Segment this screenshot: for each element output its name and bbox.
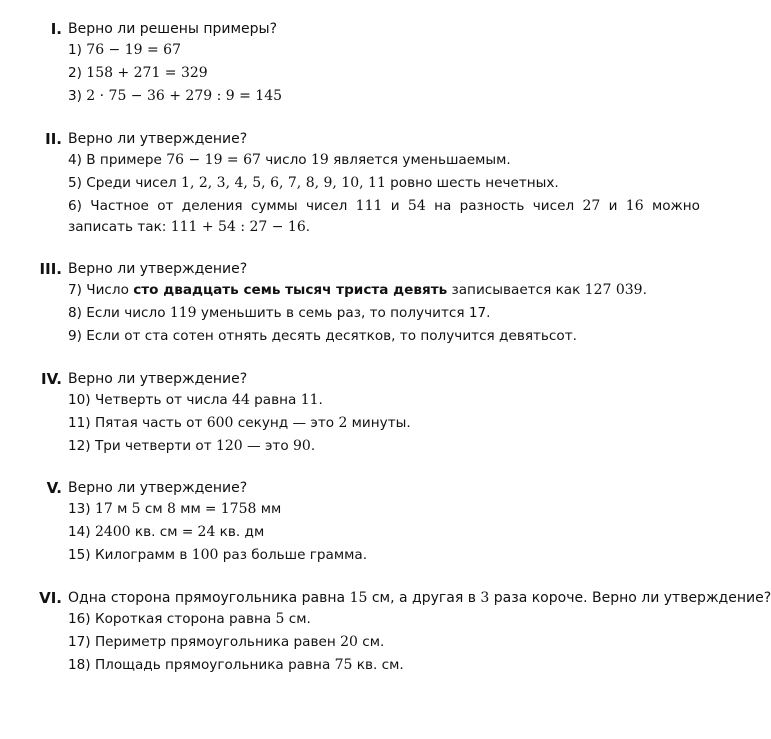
item-text: Периметр прямоугольника равен — [94, 634, 341, 650]
math-number: 119 — [169, 305, 197, 321]
list-item — [68, 173, 708, 194]
math-number: 120 — [215, 438, 243, 454]
item-text: является уменьшаемым. — [328, 152, 511, 168]
math-number: 24 — [197, 524, 216, 540]
item-list — [68, 40, 708, 109]
item-text: В примере — [86, 152, 167, 168]
list-item — [68, 86, 708, 107]
section-title: Верно ли утверждение? — [68, 480, 248, 496]
math-number: 16 — [625, 198, 644, 214]
item-number: 3) — [68, 88, 82, 104]
item-number: 6) — [68, 198, 82, 214]
item-number: 7) — [68, 282, 82, 298]
item-list — [68, 499, 708, 568]
title-text: Одна сторона прямоугольника равна — [68, 590, 350, 606]
item-number: 10) — [68, 392, 91, 408]
list-item — [68, 609, 708, 630]
bold-text: сто двадцать семь тысяч триста девять — [133, 282, 448, 298]
math-number: 17 — [94, 501, 113, 517]
math-number: 2 — [338, 415, 348, 431]
math-expression: 158 + 271 = 329 — [86, 65, 208, 81]
item-text: — это — [242, 438, 293, 454]
list-item — [68, 436, 708, 457]
item-text: Среди чисел — [86, 175, 182, 191]
math-number: 5 — [131, 501, 141, 517]
math-number: 54 — [407, 198, 426, 214]
section-number: V. — [46, 479, 62, 497]
item-text: записывается как — [447, 282, 585, 298]
item-text: . — [310, 438, 316, 454]
item-number: 1) — [68, 42, 82, 58]
item-text: см. — [284, 611, 311, 627]
math-number: 11 — [300, 392, 319, 408]
section-heading — [0, 477, 740, 499]
math-expression: 76 − 19 = 67 — [166, 152, 261, 168]
section-title: Верно ли утверждение? — [68, 131, 248, 147]
item-text: Короткая сторона равна — [94, 611, 276, 627]
list-item — [68, 632, 708, 653]
math-number: 75 — [334, 657, 353, 673]
item-text: Пятая часть от — [94, 415, 207, 431]
list-item — [68, 499, 708, 520]
math-expression: 2 · 75 − 36 + 279 : 9 = 145 — [86, 88, 283, 104]
section-heading — [0, 128, 740, 150]
item-number: 9) — [68, 328, 82, 344]
list-item — [68, 390, 708, 411]
math-number: 127 039 — [584, 282, 643, 298]
list-item — [68, 326, 708, 347]
math-number: 27 — [582, 198, 601, 214]
math-number: 111 — [355, 198, 383, 214]
item-number: 5) — [68, 175, 82, 191]
item-text: . — [305, 219, 311, 235]
item-number: 14) — [68, 524, 91, 540]
section-title: Верно ли утверждение? — [68, 261, 248, 277]
math-number: 1758 — [220, 501, 257, 517]
item-list — [68, 280, 708, 349]
list-item — [68, 150, 708, 171]
section-number: II. — [45, 130, 62, 148]
section-number: III. — [39, 260, 62, 278]
item-list — [68, 609, 708, 678]
item-number: 15) — [68, 547, 91, 563]
list-item — [68, 303, 708, 324]
math-expression: 111 + 54 : 27 − 16 — [170, 219, 306, 235]
item-text: равна — [249, 392, 301, 408]
list-item — [68, 280, 708, 301]
section-heading — [0, 258, 740, 280]
list-item — [68, 655, 708, 676]
title-text: см, а другая в — [367, 590, 481, 606]
item-text: ровно шесть нечетных. — [385, 175, 559, 191]
item-number: 2) — [68, 65, 82, 81]
item-list — [68, 390, 708, 459]
list-item — [68, 196, 700, 238]
item-text: Три четверти от — [94, 438, 216, 454]
item-text: м — [112, 501, 132, 517]
math-number: 2400 — [94, 524, 131, 540]
math-expression: 1, 2, 3, 4, 5, 6, 7, 8, 9, 10, 11 — [181, 175, 386, 191]
math-number: 20 — [340, 634, 358, 650]
item-number: 17) — [68, 634, 91, 650]
list-item — [68, 545, 708, 566]
item-list — [68, 150, 708, 240]
item-number: 13) — [68, 501, 91, 517]
section-title — [68, 587, 771, 609]
item-text: см — [140, 501, 167, 517]
item-text: число — [260, 152, 311, 168]
math-number: 5 — [275, 611, 285, 627]
title-text: раза короче. Верно ли утверждение? — [489, 590, 771, 606]
item-number: 11) — [68, 415, 91, 431]
math-number: 15 — [349, 590, 368, 606]
item-text: раз больше грамма. — [218, 547, 368, 563]
item-text: мм — [256, 501, 282, 517]
item-text: Число — [86, 282, 134, 298]
item-text: Килограмм в — [94, 547, 192, 563]
item-text: кв. дм — [215, 524, 265, 540]
list-item — [68, 40, 708, 61]
item-text: Площадь прямоугольника равна — [94, 657, 335, 673]
item-text: уменьшить в семь раз, то получится 17. — [196, 305, 491, 321]
math-number: 44 — [232, 392, 250, 408]
list-item — [68, 522, 708, 543]
item-text: . — [318, 392, 323, 408]
item-text: Если число — [86, 305, 170, 321]
math-number: 90 — [292, 438, 311, 454]
item-text: мм = — [175, 501, 221, 517]
math-number: 100 — [191, 547, 219, 563]
item-text: см. — [357, 634, 385, 650]
item-number: 18) — [68, 657, 91, 673]
section-number: I. — [50, 20, 62, 38]
item-text: можно записать так: — [68, 198, 700, 235]
math-number: 600 — [206, 415, 234, 431]
section-heading — [0, 368, 740, 390]
item-number: 12) — [68, 438, 91, 454]
item-text: и — [382, 198, 408, 214]
item-text: на разность чисел — [425, 198, 583, 214]
list-item — [68, 413, 708, 434]
math-expression: 76 − 19 = 67 — [86, 42, 181, 58]
section-number: VI. — [39, 589, 62, 607]
section-title: Верно ли решены примеры? — [68, 21, 278, 37]
math-number: 3 — [480, 590, 490, 606]
item-text: секунд — это — [233, 415, 339, 431]
item-text: минуты. — [347, 415, 411, 431]
section-heading — [0, 587, 771, 609]
item-text: и — [600, 198, 626, 214]
section-heading — [0, 18, 740, 40]
item-text: . — [642, 282, 647, 298]
item-number: 16) — [68, 611, 91, 627]
list-item — [68, 63, 708, 84]
item-text: кв. см = — [130, 524, 198, 540]
math-number: 8 — [166, 501, 176, 517]
item-text: Если от ста сотен отнять десять десятков, то получится девятьсот. — [86, 328, 577, 344]
section-number: IV. — [41, 370, 62, 388]
item-text: Четверть от числа — [94, 392, 233, 408]
math-number: 19 — [310, 152, 329, 168]
section-title: Верно ли утверждение? — [68, 371, 248, 387]
item-number: 4) — [68, 152, 82, 168]
item-text: кв. см. — [352, 657, 404, 673]
item-number: 8) — [68, 305, 82, 321]
item-text: Частное от деления суммы чисел — [90, 198, 356, 214]
